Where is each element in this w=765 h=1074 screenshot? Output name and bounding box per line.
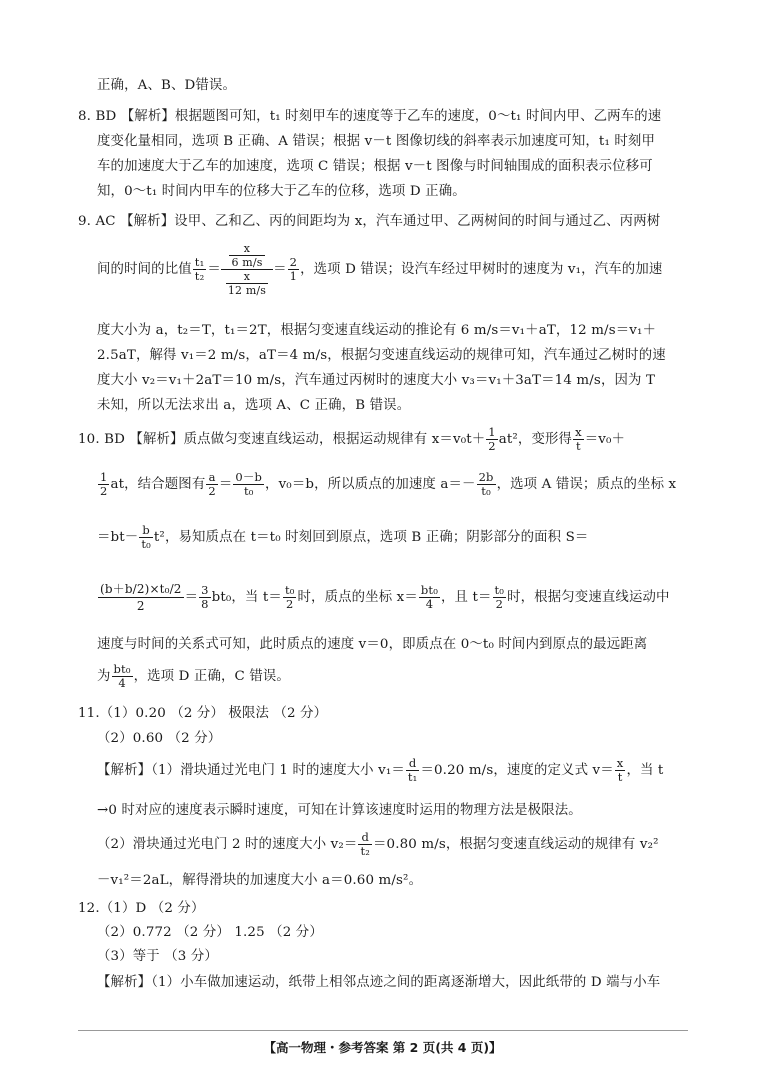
text-span: ＝0.80 m/s，根据匀变速直线运动的规律有 v₂² [373, 837, 659, 852]
answer-12-line-1: 12.（1）D （2 分） [78, 901, 205, 916]
answer-12-line-3: （3）等于 （3 分） [97, 949, 218, 964]
fraction-3-8: $\frac{3}{8}$ [201, 583, 209, 611]
text-span: ，选项 D 正确，C 错误。 [133, 669, 290, 684]
text-span: 间的时间的比值 [97, 262, 192, 277]
answer-9-line-2: 间的时间的比值 $\frac{\text{t₁}}{\text{t₂}}$ ＝ $\frac{\frac{x}{6 m/s}}{\frac{x}{12 m/s}}$ ＝ $\frac{2}{1}$ ，选项 D 错误；设汽车经过甲树时的速度为 v₁，汽车的加速 [97, 242, 663, 297]
text-span: 时，根据匀变速直线运动中 [507, 590, 670, 605]
answer-10-line-2: $\frac{1}{2}$ at，结合题图有 $\frac{a}{2}$ ＝ $\frac{0-b}{\text{t₀}}$ ，v₀＝b，所以质点的加速度 a＝－ $\frac{2b}{\text{t₀}}$ ，选项 A 错误；质点的坐标 x [100, 470, 677, 498]
answer-9-line-3: 度大小为 a，t₂＝T，t₁＝2T，根据匀变速直线运动的推论有 6 m/s＝v₁＋aT，12 m/s＝v₁＋ [97, 323, 657, 338]
answer-9-line-5: 度大小 v₂＝v₁＋2aT＝10 m/s，汽车通过丙树时的速度大小 v₃＝v₁＋3aT＝14 m/s，因为 T [97, 373, 656, 388]
text-span: ，选项 D 错误；设汽车经过甲树时的速度为 v₁，汽车的加速 [300, 262, 663, 277]
text-span: ，且 t＝ [440, 590, 492, 605]
fraction-x-t: $\frac{x}{t}$ [616, 756, 624, 784]
answer-8-line-2: 度变化量相同，选项 B 正确、A 错误；根据 v－t 图像切线的斜率表示加速度可知，t₁ 时刻甲 [97, 134, 656, 149]
text-span: 10. BD 【解析】质点做匀变速直线运动，根据运动规律有 x＝v₀t＋ [78, 432, 486, 447]
answer-11-line-1: 11.（1）0.20 （2 分） 极限法 （2 分） [78, 706, 328, 721]
fraction-t0-2: $\frac{\text{t₀}}{2}$ [284, 583, 295, 611]
fraction-d-t1: $\frac{d}{\text{t₁}}$ [407, 756, 418, 784]
answer-8-line-4: 知，0～t₁ 时间内甲车的位移大于乙车的位移，选项 D 正确。 [97, 184, 466, 199]
answer-9-line-6: 未知，所以无法求出 a，选项 A、C 正确，B 错误。 [97, 398, 411, 413]
fraction-b-t0: $\frac{b}{\text{t₀}}$ [141, 523, 151, 551]
answer-11-line-5 [97, 830, 659, 862]
fraction-x-t: $\frac{x}{t}$ [575, 425, 582, 453]
fraction-half: $\frac{1}{2}$ [100, 470, 108, 498]
fraction-area: $\frac{\text{(b＋b/2)×t₀/2}}{2}$ [100, 582, 182, 613]
answer-12-line-4: 【解析】（1）小车做加速运动，纸带上相邻点迹之间的距离逐渐增大，因此纸带的 D 端与小车 [97, 975, 661, 990]
text-span: 时，质点的坐标 x＝ [297, 590, 418, 605]
fraction-half: $\frac{1}{2}$ [488, 425, 496, 453]
text-span: t²，易知质点在 t＝t₀ 时刻回到原点，选项 B 正确；阴影部分的面积 S＝ [153, 530, 589, 545]
fraction-t0-2: $\frac{\text{t₀}}{2}$ [494, 583, 505, 611]
answer-11-line-3 [97, 756, 663, 788]
answer-10-line-4 [97, 575, 670, 623]
text-line: 正确，A、B、D错误。 [97, 78, 237, 93]
text-span: bt₀，当 t＝ [211, 590, 282, 605]
answer-10-line-5: 速度与时间的关系式可知，此时质点的速度 v＝0，即质点在 0～t₀ 时间内到原点的最远距离 [97, 637, 648, 652]
answer-10-line-6 [97, 662, 290, 694]
text-span: ＝bt－ [97, 530, 139, 545]
text-span: ，v₀＝b，所以质点的加速度 a＝－ [265, 477, 476, 492]
text-span: ＝ [184, 590, 199, 605]
fraction-a-2: $\frac{a}{2}$ [208, 470, 216, 498]
answer-11-line-4: →0 时对应的速度表示瞬时速度，可知在计算该速度时运用的物理方法是极限法。 [97, 803, 582, 818]
text-span: 【解析】（1）滑块通过光电门 1 时的速度大小 v₁＝ [97, 763, 405, 778]
answer-11-line-2: （2）0.60 （2 分） [97, 731, 222, 746]
fraction-x-6-x-12: $\frac{\frac{x}{6 m/s}}{\frac{x}{12 m/s}}$ [221, 242, 273, 297]
footer-divider [78, 1030, 688, 1031]
answer-8-line-1: 8. BD 【解析】根据题图可知，t₁ 时刻甲车的速度等于乙车的速度，0～t₁ 时间内甲、乙两车的速 [78, 109, 662, 124]
fraction-t1-t2: $\frac{\text{t₁}}{\text{t₂}}$ [194, 255, 205, 283]
fraction-0-b-t0: $\frac{0-b}{\text{t₀}}$ [235, 470, 263, 498]
text-span: at²，变形得 [498, 432, 573, 447]
fraction-2-1: $\frac{2}{1}$ [289, 255, 298, 283]
answer-12-line-2: （2）0.772 （2 分） 1.25 （2 分） [97, 925, 323, 940]
answer-10-line-3 [97, 523, 588, 555]
fraction-d-t2: $\frac{d}{\text{t₂}}$ [360, 830, 370, 858]
fraction-2b-t0: $\frac{2b}{\text{t₀}}$ [478, 470, 494, 498]
text-span: at，结合题图有 [110, 477, 206, 492]
answer-11-line-6: －v₁²＝2aL，解得滑块的加速度大小 a＝0.60 m/s²。 [97, 873, 423, 888]
answer-8-line-3: 车的加速度大于乙车的加速度，选项 C 错误；根据 v－t 图像与时间轴围成的面积表示位移可 [97, 159, 653, 174]
answer-9-line-4: 2.5aT，解得 v₁＝2 m/s，aT＝4 m/s，根据匀变速直线运动的规律可知，汽车通过乙树时的速 [97, 348, 666, 363]
answer-10-line-1 [78, 425, 625, 457]
answer-9-line-1: 9. AC 【解析】设甲、乙和乙、丙的间距均为 x，汽车通过甲、乙两树间的时间与通过乙、丙两树 [78, 214, 661, 229]
text-span: （2）滑块通过光电门 2 时的速度大小 v₂＝ [97, 837, 358, 852]
fraction-bt0-4: $\frac{\text{bt₀}}{4}$ [113, 662, 131, 690]
page-footer: 【高一物理・参考答案 第 2 页(共 4 页)】 [263, 1040, 502, 1055]
text-span: ＝0.20 m/s，速度的定义式 v＝ [420, 763, 614, 778]
fraction-bt0-4: $\frac{\text{bt₀}}{4}$ [420, 583, 438, 611]
text-span: 为 [97, 669, 111, 684]
text-span: ，选项 A 错误；质点的坐标 x [496, 477, 677, 492]
text-span: ＝v₀＋ [584, 432, 626, 447]
text-span: ，当 t [626, 763, 664, 778]
